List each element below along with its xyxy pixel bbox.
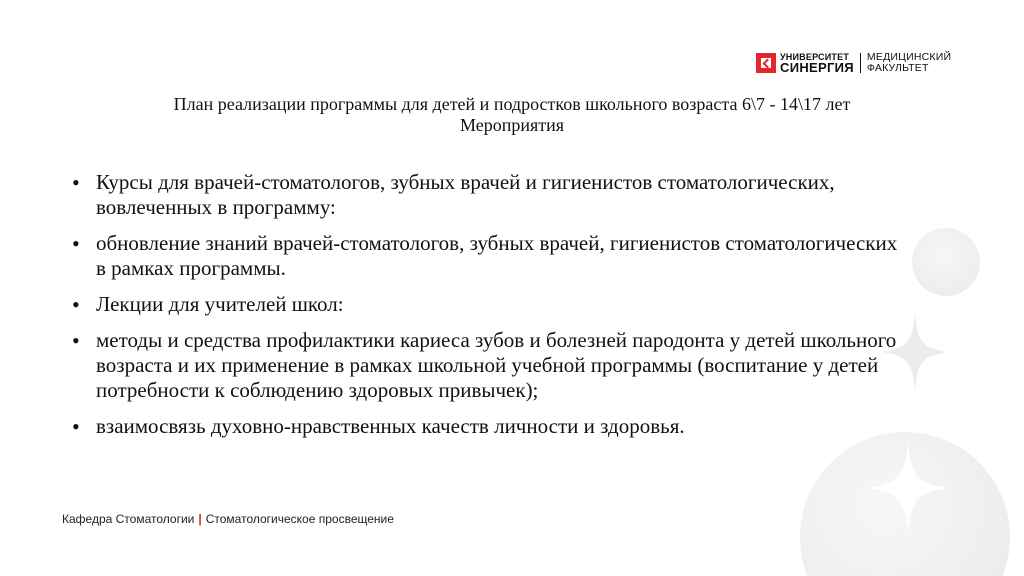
logo-faculty-name [867, 52, 951, 74]
logo-line-2: СИНЕРГИЯ [780, 60, 854, 75]
list-item [72, 414, 902, 439]
slide-subtitle: Мероприятия [459, 115, 565, 135]
bullet-marker: • [72, 414, 80, 439]
list-item-text: Курсы для врачей-стоматологов, зубных врачей и гигиенистов стоматологических, вовлеченных в программу: [96, 170, 835, 219]
synergy-logo [756, 52, 951, 74]
bullet-marker: • [72, 292, 80, 317]
list-item-text: Лекции для учителей школ: [96, 292, 344, 316]
bullet-marker: • [72, 231, 80, 256]
logo-faculty-line-2: ФАКУЛЬТЕТ [866, 62, 929, 74]
decorative-circle [912, 228, 980, 296]
footer-topic: Стоматологическое просвещение [205, 512, 394, 526]
slide-title: План реализации программы для детей и подростков школьного возраста 6\7 - 14\17 лет [173, 94, 851, 114]
sparkle-icon [866, 440, 950, 536]
list-item [72, 231, 902, 281]
list-item-text: методы и средства профилактики кариеса зубов и болезней пародонта у детей школьного возраста и их применение в рамках школьной учебной программы (воспитание у детей потребности к соблюдению здоровых привычек); [96, 328, 897, 402]
logo-faculty-line-1: МЕДИЦИНСКИЙ [866, 51, 952, 63]
logo-line-1: УНИВЕРСИТЕТ [780, 52, 850, 62]
bullet-marker: • [72, 170, 80, 195]
bullet-list [72, 170, 902, 450]
footer-separator: | [198, 512, 202, 526]
logo-university-name [780, 52, 854, 74]
list-item [72, 170, 902, 220]
footer-department: Кафедра Стоматологии [62, 512, 195, 526]
bullet-marker: • [72, 328, 80, 353]
list-item [72, 328, 902, 403]
list-item-text: обновление знаний врачей-стоматологов, зубных врачей, гигиенистов стоматологических в рамках программы. [96, 231, 898, 280]
footer [62, 512, 394, 526]
logo-divider [860, 53, 861, 73]
synergy-logo-icon [756, 53, 776, 73]
list-item-text: взаимосвязь духовно-нравственных качеств личности и здоровья. [96, 414, 685, 438]
list-item [72, 292, 902, 317]
